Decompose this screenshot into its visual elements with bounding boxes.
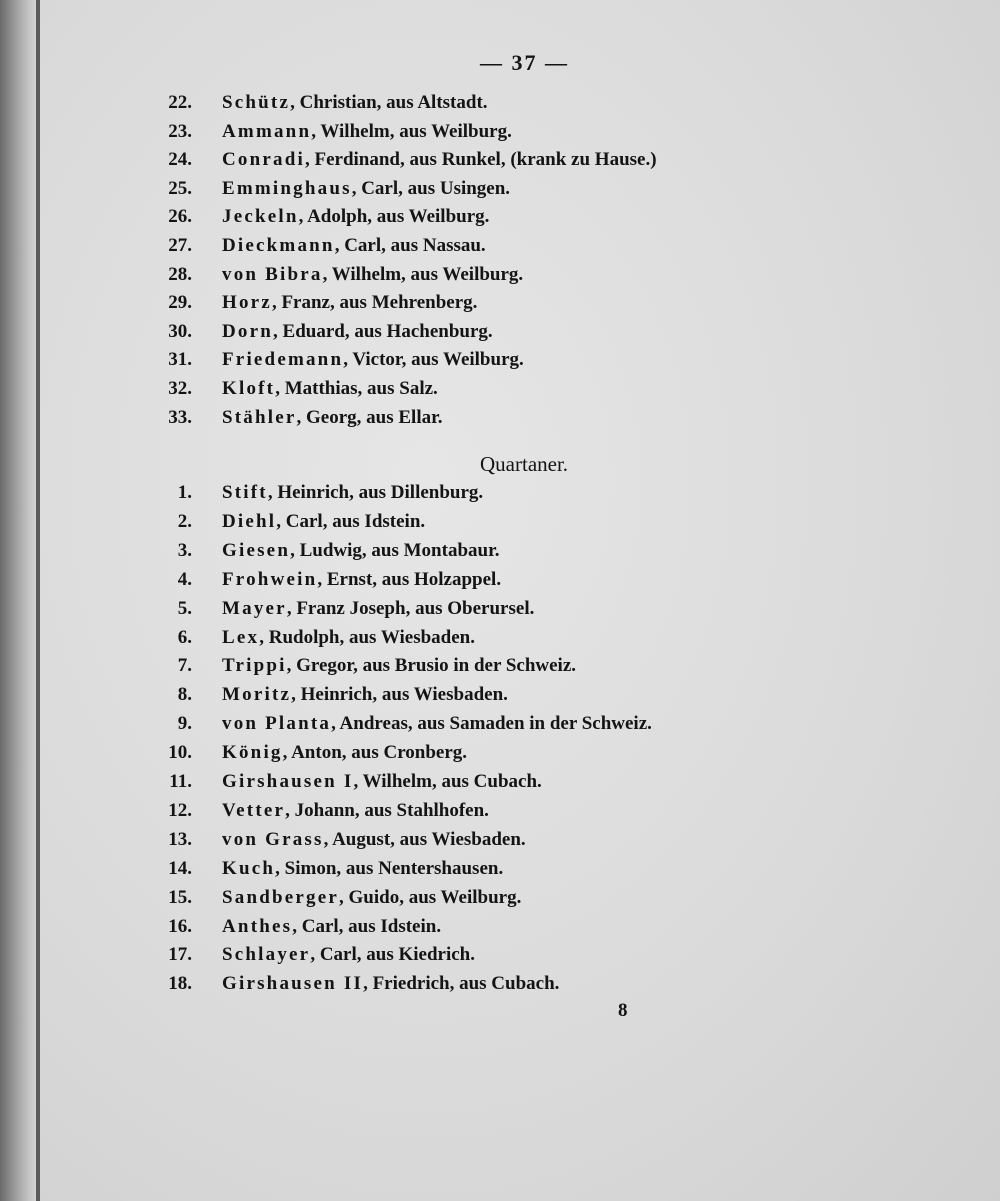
list-item [140, 829, 526, 857]
entry-details: , Gregor, aus Brusio in der Schweiz. [286, 655, 577, 677]
surname: Frohwein [222, 568, 318, 590]
page-number: — 37 — [480, 50, 569, 75]
list-item [140, 511, 425, 539]
list-item [140, 92, 488, 120]
surname: Lex [222, 626, 260, 648]
surname: Giesen [222, 539, 291, 561]
entry-details: , Eduard, aus Hachenburg. [273, 320, 493, 342]
entry-number: 5. [177, 597, 192, 619]
list-item [140, 149, 657, 177]
entry-details: , Ferdinand, aus Runkel, (krank zu Hause.) [304, 149, 657, 171]
surname: von Planta [222, 713, 332, 735]
list-item [140, 684, 508, 712]
surname: Dorn [222, 320, 274, 342]
entry-number: 15. [168, 886, 192, 908]
surname: Horz [222, 292, 272, 314]
entry-details: , Simon, aus Nentershausen. [275, 857, 504, 879]
surname: Schütz [222, 92, 291, 113]
entry-details: , Wilhelm, aus Weilburg. [311, 120, 512, 142]
entry-details: , Victor, aus Weilburg. [343, 349, 524, 371]
surname: Vetter [222, 799, 286, 821]
entry-details: , August, aus Wiesbaden. [323, 828, 526, 850]
entry-details: , Heinrich, aus Wiesbaden. [291, 684, 508, 706]
surname: Stift [222, 482, 268, 503]
entry-number: 6. [177, 626, 192, 648]
surname: Sandberger [222, 886, 339, 908]
entry-number: 4. [177, 568, 192, 590]
list-item [140, 944, 475, 972]
entry-number: 8. [177, 684, 192, 706]
list-item [140, 742, 467, 770]
list-item [140, 235, 486, 263]
entry-details: , Friedrich, aus Cubach. [363, 973, 560, 995]
entry-number: 16. [168, 915, 192, 937]
list-item [140, 540, 500, 568]
entry-number: 1. [177, 482, 192, 503]
entry-details: , Ludwig, aus Montabaur. [290, 539, 500, 561]
list-item [140, 482, 483, 510]
surname: Trippi [222, 655, 287, 677]
entry-number: 31. [168, 349, 192, 371]
entry-details: , Wilhelm, aus Weilburg. [322, 263, 524, 285]
entry-details: , Andreas, aus Samaden in der Schweiz. [331, 713, 652, 735]
list-item [140, 407, 443, 435]
surname: Stähler [222, 406, 297, 428]
surname: Kloft [222, 378, 276, 399]
entry-number: 26. [168, 206, 192, 228]
section-heading: Quartaner. [480, 452, 569, 476]
entry-details: , Carl, aus Idstein. [292, 915, 442, 937]
surname: von Bibra [222, 263, 323, 285]
entry-number: 14. [168, 857, 192, 879]
entry-details: , Georg, aus Ellar. [296, 406, 443, 428]
list-item [140, 713, 652, 741]
entry-details: , Franz Joseph, aus Oberursel. [286, 597, 535, 619]
entry-details: , Johann, aus Stahlhofen. [285, 799, 489, 821]
entry-number: 30. [168, 320, 192, 342]
entry-number: 22. [168, 92, 192, 113]
entry-number: 10. [168, 742, 192, 764]
entry-number: 27. [168, 235, 192, 256]
entry-number: 28. [168, 263, 192, 285]
list-item [140, 598, 534, 626]
list-item [140, 264, 523, 292]
entry-number: 2. [177, 510, 192, 532]
list-item [140, 121, 512, 149]
entry-details: , Carl, aus Usingen. [351, 177, 511, 199]
surname: König [222, 742, 283, 764]
surname: Girshausen I [222, 771, 354, 792]
list-item [140, 206, 489, 234]
surname: Diehl [222, 510, 277, 532]
list-item [140, 627, 475, 655]
entry-number: 33. [168, 406, 192, 428]
surname: Conradi [222, 149, 305, 171]
list-item [140, 178, 510, 206]
entry-number: 9. [177, 713, 192, 735]
surname: Emminghaus [222, 177, 352, 199]
entry-details: , Matthias, aus Salz. [275, 378, 438, 399]
list-item [140, 800, 489, 828]
entry-number: 23. [168, 120, 192, 142]
surname: Schlayer [222, 944, 311, 966]
surname: Friedemann [222, 349, 344, 371]
signature-mark: 8 [618, 1000, 628, 1021]
book-binding [0, 0, 36, 1201]
surname: Girshausen II [222, 973, 364, 995]
entry-number: 12. [168, 799, 192, 821]
list-item [140, 655, 576, 683]
entry-details: , Carl, aus Idstein. [276, 510, 426, 532]
list-item [140, 321, 493, 349]
list-item [140, 916, 441, 944]
list-item [140, 569, 501, 597]
surname: Moritz [222, 684, 292, 706]
entry-number: 13. [168, 828, 192, 850]
surname: von Grass [222, 828, 324, 850]
list-item [140, 292, 477, 320]
list-item [140, 973, 559, 1001]
surname: Jeckeln [222, 206, 299, 228]
list-item [140, 378, 438, 406]
entry-details: , Carl, aus Nassau. [334, 235, 486, 256]
entry-details: , Franz, aus Mehrenberg. [271, 292, 478, 314]
entry-number: 32. [168, 378, 192, 399]
entry-details: , Christian, aus Altstadt. [290, 92, 488, 113]
list-item [140, 858, 503, 886]
entry-number: 29. [168, 292, 192, 314]
surname: Kuch [222, 857, 276, 879]
entry-number: 7. [177, 655, 192, 677]
entry-details: , Guido, aus Weilburg. [339, 886, 522, 908]
list-item [140, 349, 524, 377]
entry-details: , Anton, aus Cronberg. [282, 742, 468, 764]
entry-number: 17. [168, 944, 192, 966]
entry-details: , Adolph, aus Weilburg. [298, 206, 490, 228]
entry-number: 24. [168, 149, 192, 171]
entry-number: 11. [169, 771, 192, 792]
entry-details: , Heinrich, aus Dillenburg. [267, 482, 484, 503]
surname: Mayer [222, 597, 287, 619]
document-page [40, 0, 1000, 1201]
entry-details: , Rudolph, aus Wiesbaden. [259, 626, 476, 648]
list-item [140, 887, 521, 915]
surname: Dieckmann [222, 235, 335, 256]
list-item [140, 771, 542, 799]
entry-details: , Ernst, aus Holzappel. [317, 568, 502, 590]
surname: Anthes [222, 915, 293, 937]
entry-number: 25. [168, 177, 192, 199]
entry-number: 3. [177, 539, 192, 561]
entry-number: 18. [168, 973, 192, 995]
entry-details: , Wilhelm, aus Cubach. [353, 771, 542, 792]
entry-details: , Carl, aus Kiedrich. [310, 944, 475, 966]
surname: Ammann [222, 120, 312, 142]
